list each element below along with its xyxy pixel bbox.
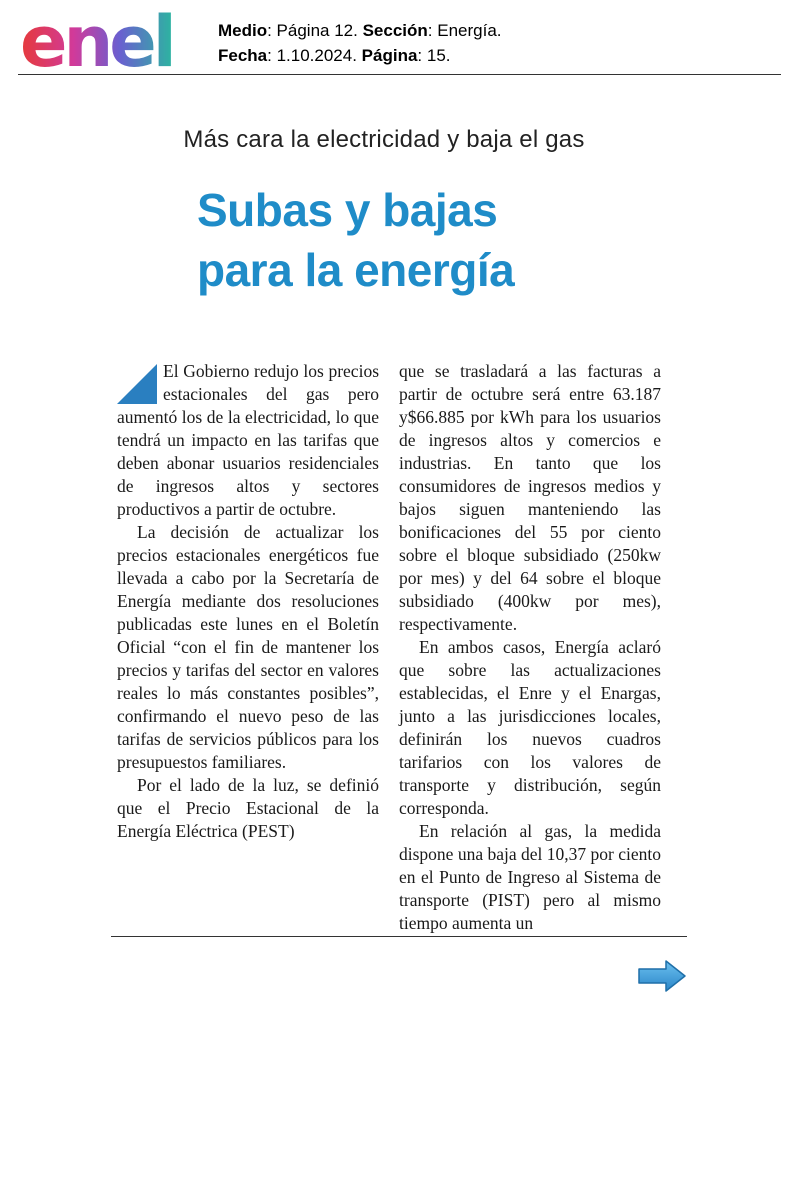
headline-line-1: Subas y bajas [197,184,498,236]
article-column-right [399,360,661,935]
paragraph-text: El Gobierno redujo los precios estacionales del gas pero aumentó los de la electricidad, lo que tendrá un impacto en las tarifas que deben abonar usuarios residenciales de ingresos altos y sectores productivos a partir de octubre. [117,361,379,519]
article-bottom-rule [111,936,687,937]
enel-logo [20,8,190,72]
article-headline [197,180,617,300]
meta-line-2 [218,43,502,68]
seccion-value: : Energía. [427,21,502,40]
publication-meta [218,18,502,68]
article-column-left [117,360,379,843]
medio-value: : Página 12. [267,21,363,40]
paragraph: que se trasladará a las facturas a partir de octubre será entre 63.187 y$66.885 por kWh para los usuarios de ingresos altos y comercios e industrias. En tanto que los consumidores de ingresos medios y bajos siguen manteniendo las bonificaciones del 55 por ciento sobre el bloque subsidiado (250kw por mes) y del 64 sobre el bloque subsidiado (400kw por mes), respectivamente. [399,361,661,634]
paragraph: La decisión de actualizar los precios estacionales energéticos fue llevada a cabo por la Secretaría de Energía mediante dos resoluciones publicadas este lunes en el Boletín Oficial “con el fin de mantener los precios y tarifas del sector en valores reales lo más constantes posibles”, confirmando el nuevo peso de las tarifas de servicios públicos para los presupuestos familiares. [117,522,379,772]
pagina-label: Página [361,46,418,65]
fecha-label: Fecha [218,46,268,65]
paragraph: Por el lado de la luz, se definió que el Precio Estacional de la Energía Eléctrica (PEST) [117,775,379,841]
paragraph [117,360,379,521]
blue-triangle-icon [117,364,157,404]
article-body [111,360,687,933]
article-kicker: Más cara la electricidad y baja el gas [183,126,585,153]
fecha-value: : 1.10.2024. [267,46,362,65]
page-header [18,6,781,75]
paragraph: En relación al gas, la medida dispone una baja del 10,37 por ciento en el Punto de Ingreso al Sistema de transporte (PIST) pero al mismo tiempo aumenta un [399,821,661,933]
paragraph: En ambos casos, Energía aclaró que sobre las actualizaciones establecidas, el Enre y el Enargas, junto a las jurisdicciones locales, definirán los nuevos cuadros tarifarios con los valores de transporte y distribución, según corresponda. [399,637,661,818]
pagina-value: : 15. [417,46,451,65]
seccion-label: Sección [362,21,428,40]
meta-line-1 [218,18,502,43]
next-page-arrow-icon[interactable] [636,958,688,994]
headline-line-2: para la energía [197,244,515,296]
medio-label: Medio [218,21,268,40]
enel-logo-text: enel [20,8,173,72]
